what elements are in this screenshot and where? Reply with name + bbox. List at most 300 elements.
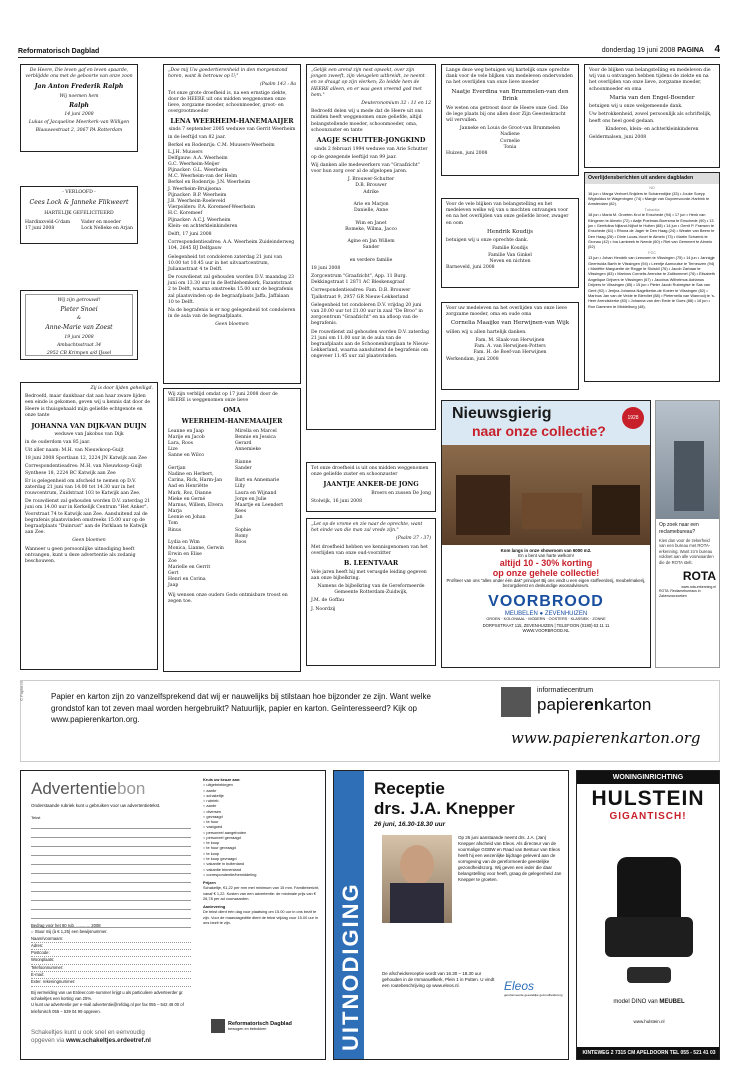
baby-name: Jan Anton Frederik Ralph — [34, 83, 124, 91]
obit2-text-3: De rouwdienst zal gehouden worden D.V. maandag 23 juni om 13.30 uur in de Bethlehemkerk, Fazantstraat 2 te Delft, waarna omstreeks 15.00 uur de begrafenis zal plaatsvinden op de begraafplaats Jaffa, Jaffalaan 10 te Delft. — [168, 275, 295, 305]
obit-text-1: Bedroefd, maar dankbaar dat aan haar zware lijden een einde is gekomen, geven wij u kennis dat door de Heere is thuisgehaald mijn geliefde echtgenote en onze tante — [25, 394, 151, 418]
obit-text-4: De rouwdienst zal gehouden worden D.V. zaterdag 21 juni om 14.00 uur in Kerkelijk Centrum "Het Anker", Voorstraat 74 te Katwijk aan Zee. Aansluitend zal de begrafenis plaatsvinden omstreeks 15.00 uur op de begraafplaats "Duinrust" aan de Parklaan te Katwijk aan Zee. — [25, 499, 151, 536]
voorbrood-headline — [442, 401, 650, 445]
t1-place: Huizen, juni 2008 — [446, 150, 488, 156]
rubriek-option[interactable]: ○ diversen — [203, 808, 222, 814]
obit4-place: Stolwijk, 16 juni 2008 — [311, 499, 363, 505]
family-member: J. Weerheim-Bruijsema — [168, 186, 222, 192]
family-member: Neven en nichten — [489, 258, 531, 264]
bon-fields[interactable] — [31, 936, 191, 987]
rubriek-option[interactable]: ○ te huur — [203, 819, 219, 825]
chair-footrest — [627, 967, 671, 983]
rd-logo — [211, 1019, 292, 1033]
obit2-flowers: Geen bloemen — [215, 322, 249, 328]
rubriek-option[interactable]: ○ schakeltje — [203, 792, 224, 798]
engaged-names: Cees Lock & Janneke Flikweert — [29, 199, 129, 207]
rubriek-option[interactable]: ○ te koop — [203, 840, 220, 846]
grandchild-name: Jan — [235, 515, 243, 521]
oma-family-left — [168, 429, 229, 590]
family-member: L.J.H. Muusers — [168, 149, 203, 155]
bon-text-label: Tekst — [31, 815, 41, 820]
deaths-other-papers — [584, 172, 720, 382]
parents: Lukas of Jacqueline Meerkerk-van Willigen — [28, 120, 130, 126]
voorbrood-discount: altijd 10 - 30% korting — [499, 558, 593, 568]
hulstein-model: model DINO van MEUBEL — [613, 999, 685, 1005]
family-member: Berkel en Rodenrijs: C.M. Muusers-Weerheim — [168, 143, 275, 149]
grandchild-name: Monica, Lianne, Gerwin — [168, 546, 224, 552]
knepper-face — [400, 845, 434, 885]
obit5-text-1: Met droefheid hebben we kennisgenomen van het overlijden van onze oud-voorzitter — [311, 544, 428, 556]
t3-text-1: Voor uw medeleven na het overlijden van onze lieve zorgzame moeder, oma en oude oma — [446, 306, 567, 318]
obit-corr: Correspondentieadres: M.H. van Nieuwkoop-Guijt Synthese 18, 2224 BC Katwijk aan Zee — [25, 464, 143, 476]
knepper-side-text: UITNODIGING — [338, 882, 363, 1051]
hulstein-web: www.hulstein.nl — [633, 1019, 665, 1024]
voorbrood-brand-sub-2: ZEVENHUIZEN — [544, 611, 588, 617]
grandchild-name: Lilly — [235, 484, 246, 490]
family-member: M.C. Weerheim-van der Helm — [168, 174, 238, 180]
knepper-text-1: Op 26 juni aanstaande neemt drs. J.A. (Jan) Knepper afscheid van Eleos. Als directeur van de voormalige GGBW en Raad van Bestuur van Eleos heeft hij een wezenlijke bijdrage geleverd aan de vormgeving van de gereformeerde geestelijke gezondheidszorg. Wij geven een ieder die daar belangstelling voor heeft, graag de gelegenheid Jan Knepper te groeten. — [458, 835, 562, 883]
rubrieken-title: Kruis uw keuze aan: — [203, 777, 241, 782]
obit5-ref: (Psalm 37 : 37) — [395, 536, 431, 542]
deadline-title: Aanlevering — [203, 904, 226, 910]
grandchild-name: Tom — [168, 521, 178, 527]
obit2-text-1: Tot onze grote droefheid is, na een ernstige ziekte, door de HEERE uit ons midden weggenomen onze lieve, zorgzame moeder, schoonmoeder, groot- en overgrootmoeder — [168, 90, 287, 115]
grandchild-name: Gerard — [235, 441, 252, 447]
header-date: donderdag 19 juni 2008 PAGINA — [601, 47, 704, 54]
bon-footer-web[interactable]: www.schakeltjes.erdeetref.nl — [66, 1037, 151, 1045]
rubriek-option[interactable]: ○ aanbr — [203, 787, 217, 793]
voorbrood-address: DORPSSTRAAT 115, ZEVENHUIZEN | TELEFOON (0180) 63 11 11 — [482, 623, 610, 628]
papier-logo-icon — [501, 687, 531, 717]
grandchild-name: Roos — [235, 540, 247, 546]
rota-logo: ROTA — [682, 569, 716, 584]
knepper-text-2: De afscheidsreceptie wordt van 16.30 – 18.30 uur gehouden in de Immanuëlkerk, Plein 1 in Putten. U vindt een routebeschrijving op www.eleos.nl. — [382, 971, 495, 989]
obit5-text-3: Namens de bijbelkring van de Gereformeerde Gemeente Rotterdam-Zuidwijk, — [317, 583, 425, 596]
papier-side: © Papier.nl — [19, 681, 24, 701]
t1-name: Naatje Everdina van Brummelen-van den Brink — [451, 88, 569, 103]
family-member: Adrike — [363, 189, 379, 195]
family-member: Klein- en achterkleinkinderen — [168, 223, 238, 229]
grandchild-name: Nadine en Herbert, — [168, 471, 214, 477]
voorbrood-welcome: En u bent van harte welkom! — [518, 553, 574, 558]
family-member: Cornelie — [500, 138, 520, 144]
t3-text-2: willen wij u allen hartelijk danken. — [446, 329, 527, 335]
obit2-quote: „Doe mij Uw goedertierenheid in den morgenstond horen, want ik betrouw op U;" — [168, 68, 288, 80]
bon-form-field[interactable]: Woonplaats: — [31, 957, 191, 964]
voorbrood-brand: VOORBROOD — [488, 593, 604, 610]
rd-logo-icon — [211, 1019, 225, 1033]
obit2-corr: Correspondentieadres: A.A. Weerheim Zuideinderweg 104, 2645 BJ Delfgauw — [168, 240, 295, 252]
called-text: Wij noemen hem — [59, 93, 99, 99]
family-member: Pijnacker: A.C.J. Weerheim — [168, 217, 231, 223]
deaths-s2-text: 18 jun • Maria M. Groeten-Kroi te Enschede (94) • 17 jun • Henk van Klingeren te Almelo (72) • Aatje Poelman-Boersma te Enschede (90) • 13 jun • Gerritdina Nijland-Nijhof te Holten (88) • 14 jun • Gerrit P. Fransen te Enschede (61) • Rhona de Jager te Den Haag (24) • Weater van Beem te Den Haag (26) • Dinie Lucas-Voort te Almelo (73) • Martin Scharink te Gronau (42) • Ina Lambeek te Neede (60) • Riet van Gemmert te Almelo (52) — [588, 212, 715, 250]
thanks-van-herwijnen — [441, 302, 579, 390]
bon-footer-2: opgeven via — [31, 1037, 65, 1045]
obit2-age: in de leeftijd van 82 jaar. — [168, 135, 226, 141]
rota-footer: ROTA: Reclamebureaus in Zakenvoorzoeken — [659, 589, 701, 598]
bon-form-field[interactable]: Telefoonnummer: — [31, 965, 191, 972]
oma-text-2: Wij wensen onze ouders Gods ontmisbare troost en zegen toe. — [168, 592, 288, 604]
bon-footer-1: Schakeltjes kunt u ook snel en eenvoudig — [31, 1029, 145, 1036]
t1-family — [446, 126, 574, 151]
t4-text-1: Voor de blijken van belangstelling en medeleven die wij van u ontvangen hebben tijdens de ziekte en na het overlijden van onze lieve, zorgzame moeder, schoonmoeder en oma — [589, 68, 711, 92]
grandchild-name: Aad en Henriëtte — [168, 484, 209, 490]
family-member: Wim en Janet — [355, 220, 387, 226]
engaged-title: - VERLOOFD - — [62, 190, 96, 195]
voorbrood-showroom: Kom langs in onze showroom van 6000 m2. — [500, 548, 592, 553]
bon-title: Advertentiebon — [31, 779, 146, 798]
rd-logo-sub: bewogen en betrokken — [228, 1027, 267, 1031]
bon-form-field[interactable]: Adres: — [31, 943, 191, 950]
grandchild-name: Sander — [235, 465, 252, 471]
oma-name: WEERHEIM-HANEMAAIJER — [181, 417, 283, 426]
family-member: J. Brouwer-Schutter — [347, 177, 395, 183]
obit3-date: 18 juni 2008 — [311, 265, 341, 271]
rubriek-option[interactable]: ○ uitgebriekingen — [203, 782, 233, 788]
page-number: 4 — [714, 44, 720, 55]
obit5-quote: „Let op de vrome en zie naar de oprechte, want het einde van die man zal vrede zijn." — [311, 522, 423, 534]
engaged-family: Vader en moeder Lock Nelleke en Arjan — [81, 219, 133, 231]
obit-text-5: Wanneer u geen persoonlijke uitnodiging heeft ontvangen, kunt u deze advertentie als zodanig beschouwen. — [25, 546, 136, 564]
obit-flowers: Geen bloemen — [72, 538, 106, 544]
bon-form-field[interactable]: Exter. rekeningnummer: — [31, 979, 191, 986]
deceased-name: JOHANNA VAN DIJK-VAN DUIJN — [31, 421, 147, 430]
obit5-sig-2: J. Noordzij — [311, 606, 336, 612]
obit2-text-2: Gelegenheid tot condoleren zaterdag 21 juni van 10.00 tot 10.45 uur in het uitvaartcentrum, Julianastraat 4 te Delft. — [168, 254, 283, 272]
grandchild-name: Jorge en Julie — [235, 496, 267, 502]
thanks-koudijs — [441, 198, 579, 288]
obituary-van-dijk — [20, 382, 158, 670]
rubriek-option[interactable]: ○ te huur gevraagd — [203, 845, 236, 851]
table-photo — [522, 493, 582, 529]
rd-logo-text: Reformatorisch Dagblad — [228, 1021, 292, 1027]
family-member: Familie Van Ginkel — [488, 252, 532, 258]
obit2-family — [168, 143, 296, 230]
married-addr-2: 2952 CB Krimpen a/d IJssel — [46, 350, 112, 356]
family-member: Familie Koudijs — [492, 246, 528, 252]
voorbrood-ad — [441, 400, 651, 668]
papierenkarton-ad — [20, 680, 720, 762]
prices-text: Schakeltje, €1,22 per mm met minimum van 15 mm. Familiebericht, vanaf € 1,22. Kosten van een advertentie: de minimale prijs van € 26,78 per ad voorwaarden. — [203, 885, 320, 901]
family-member: Tonia — [503, 144, 517, 150]
married-date: 19 juni 2008 — [64, 334, 94, 340]
grandchild-name: Marnus, Willem, Elvera — [168, 502, 223, 508]
obit3-ref: Deuteronomium 32 : 11 en 12 — [361, 100, 431, 106]
grandchild-name: Sophie — [235, 527, 251, 533]
bon-form-field[interactable]: Postcode: — [31, 950, 191, 957]
obit3-corr: Correspondentieadres: Fam. D.B. Brouwer Tjalkstraat 9, 2957 GR Nieuw-Lekkerland — [311, 288, 411, 300]
deaths-title: Overlijdensberichten uit andere dagbladen — [585, 173, 719, 184]
rubriek-option[interactable]: ○ personeel gevraagd — [203, 834, 241, 840]
deaths-s1-text: 16 jun • Marga Verhoef-Snijders te Scharendijke (33) • Jouke Soeyp Wigboldus te Wageningen (74) • Margje van Duyvenvoorde-Harbink te Amsterdam (82). — [588, 190, 710, 207]
obit3-name: AAGJE SCHUTTER-JONGKIND — [316, 135, 426, 144]
voorbrood-web: WWW.VOORBROOD.NL — [522, 628, 570, 633]
obit3-text-1: Bedroefd delen wij u mede dat de Heere uit ons midden heeft weggenomen onze geliefde, altijd belangstellende moeder, schoonmoeder, oma, schoonzuster en tante — [311, 109, 423, 133]
grandchild-name: Marielle en Gerrit — [168, 564, 211, 570]
engaged-place: Hardinxveld-G'dam 17 juni 2008 — [25, 219, 71, 231]
rubriek-option[interactable]: ○ vakantie binnenland — [203, 866, 242, 872]
advertentiebon — [20, 770, 326, 1060]
voorbrood-badge: 1928 — [622, 407, 644, 429]
obit-text-3: Er is gelegenheid om afscheid te nemen op D.V. zaterdag 21 juni van 14.00 tot 14.30 uur in het rouwcentrum, Zuidstraat 103 te Katwijk aan Zee. — [25, 478, 141, 497]
rubriek-option[interactable]: ○ te koop — [203, 850, 220, 856]
family-member: Fam. M. Slaak-van Herwijnen — [475, 338, 545, 344]
room-photo — [442, 445, 650, 545]
knepper-date: 26 juni, 16.30-18.30 uur — [374, 821, 446, 828]
grandchild-name: Lize — [168, 447, 178, 453]
t3-family — [446, 338, 574, 357]
deceased-sub: weduwe van Jakobus van Dijk — [54, 431, 124, 437]
t4-text-2: betuigen wij u onze welgemeende dank. — [589, 104, 683, 110]
eleos-logo-text: Eleos — [504, 979, 535, 993]
family-member: Sander — [362, 245, 380, 251]
cabinet-photo — [456, 475, 510, 535]
t2-name: Hendrik Koudijs — [487, 228, 533, 235]
knepper-suit — [390, 883, 444, 923]
knepper-side-bar — [334, 771, 364, 1060]
papier-logo-top: informatiecentrum — [537, 687, 594, 694]
obit3-sub: sinds 2 februari 1994 weduwe van Arie Schutter — [314, 146, 428, 152]
rubriek-option[interactable]: ○ aanbr — [203, 803, 217, 809]
rota-photo — [656, 401, 719, 519]
rubrieken-list[interactable] — [203, 782, 321, 877]
rubriek-option[interactable]: ○ personeel aangeboden — [203, 829, 247, 835]
grandchild-name: Carina, Rick, Harm-Jan — [168, 478, 223, 484]
birth-quote: De Heere, Die leven gaf en leven spaarde, verblijdde ons met de geboorte van onze zoon — [25, 68, 133, 80]
grandchild-name: Kees — [235, 509, 247, 515]
bon-text-lines[interactable] — [31, 815, 191, 928]
grandchild-name: Mirella en Marcel — [235, 428, 277, 434]
family-member: Fam. A. van Herwijnen-Potters — [474, 344, 546, 350]
hulstein-slogan: GIGANTISCH! — [609, 811, 687, 822]
obit4-text-1: Tot onze droefheid is uit ons midden weggenomen onze geliefde zuster en schoonzuster — [311, 466, 429, 478]
t3-name: Cornelia Maaijke van Herwijnen-van Wijk — [450, 320, 570, 327]
grandchild-name: Laura en Wijnand — [235, 490, 277, 496]
birth-date: 14 juni 2008 — [64, 112, 94, 118]
obit3-text-3: Gelegenheid tot condoleren D.V. vrijdag 20 juni van 20.00 uur tot 21.00 uur in zaal "De Broo" in zorgcentrum "Graafzicht" en na afloop van de begrafenis. — [311, 302, 423, 327]
obit5-text-2: Vele jaren heeft hij met verusgde leiding gegeven aan onze bijbelkring. — [311, 569, 427, 581]
deaths-s1: ND — [649, 185, 655, 191]
bon-intro: Onderstaande rubriek kunt u gebruiken voor uw advertentietekst. — [31, 803, 161, 808]
obit3-addr: Zorgcentrum "Graafzicht", App. 11 Burg. Dekkingstraat 1 2871 AC Bleskensgraaf — [311, 274, 407, 286]
paper-name: Reformatorisch Dagblad — [18, 48, 100, 55]
grandchild-name: Lara, Roos — [168, 441, 193, 447]
family-member: Pijnacker: B.P. Weerheim — [168, 192, 227, 198]
grandchild-name: Rianne — [235, 459, 252, 465]
oma-announcement — [163, 388, 301, 672]
bon-form-field[interactable]: Naam/voornaam: — [31, 936, 191, 943]
family-member: Delfgauw: A.A. Weerheim — [168, 155, 228, 161]
family-member: en verdere familie — [349, 257, 393, 263]
hulstein-address: KINTEWEG 2 7315 CM APELDOORN TEL 055 - 521 41 03 — [577, 1047, 720, 1059]
voorbrood-brand-sub: MEUBELEN — [504, 611, 538, 617]
knepper-photo — [382, 835, 452, 923]
obituary-leentvaar — [306, 518, 436, 666]
papier-text: Papier en karton zijn zo vanzelfsprekend dat wij er nauwelijks bij stilstaan hoe bijzonder ze zijn. Want welke grondstof kan tot zeven maal worden hergebruikt? Natuurlijk, papier en karton. Geïnteresseerd? Kijk op www.papierenkarton.org. — [51, 692, 431, 725]
obituary-schutter — [306, 64, 436, 430]
obit2-ref: (Psalm 143 : 8a — [259, 82, 296, 88]
obit2-text-4: Na de begrafenis is er nog gelegenheid tot condoleren in de aula van de begraafplaats. — [168, 308, 296, 320]
t2-text-1: Voor de vele blijken van belangstelling en het medeleven welke wij van u mochten ontvangen voor en na het overlijden van onze geliefde broer, zwager en oom — [446, 202, 569, 226]
voorbrood-note: Profiteer van ons "alles onder één dak" principe! Bij ons vindt u een eigen stoffeerderij, meubelmakerij, bezorgdienst en deskundige woonadviseurs. — [446, 578, 646, 588]
rubriek-option[interactable]: ○ te koop gevraagd — [203, 855, 237, 861]
wedding-announcement — [20, 290, 138, 360]
family-member: Pijnacker: G.L. Weerheim — [168, 168, 228, 174]
deaths-s2: Tubantia — [644, 206, 660, 212]
obit3-text-2: Wij danken alle medewerkers van "Graafzicht" voor hun zorg over al de afgelopen jaren. — [311, 162, 420, 175]
obit4-name: JAANTJE ANKER-DE JONG — [323, 480, 419, 489]
papier-web: www.papierenkarton.org — [511, 729, 701, 747]
family-member: H.C. Koremeef — [168, 211, 203, 217]
grandchild-name: Mark, Roz, Dianne — [168, 490, 212, 496]
grandchild-name: Zoe — [168, 558, 177, 564]
family-member: Romeke, Wilma, Jacco — [345, 226, 397, 232]
rota-web: www.rota-erkenning.nl — [681, 584, 716, 589]
page-header — [18, 46, 720, 58]
grandchild-name: Leanne en Jaap — [168, 428, 205, 434]
family-member: Nadiene — [500, 132, 520, 138]
birth-address: Blaauwestraat 2, 3067 PA Rotterdam — [35, 128, 123, 134]
family-member: D.B. Brouwer — [355, 183, 387, 189]
grandchild-name: Leonie en Johan — [168, 515, 206, 521]
family-member: Vierpolders: P.A. Koremeef-Weerheim — [168, 205, 255, 211]
obituary-anker — [306, 462, 436, 512]
birth-announcement — [20, 64, 138, 152]
t2-family — [446, 246, 574, 265]
knepper-ad — [333, 770, 569, 1060]
rubriek-option[interactable]: ○ vastgoed — [203, 824, 223, 830]
obit5-sig-1: J.M. de Goffau — [311, 598, 345, 604]
obit-intro: Zij is door lijden geheiligd. — [90, 386, 153, 391]
rota-figure — [674, 441, 704, 511]
married-addr-1: Ambachtsstraat 34 — [56, 342, 102, 348]
deadline-text: De tekst dient één dag voor plaatsing om 15.00 uur in ons bezit te zijn. Voor de maandageditie dient de tekst vrijdag voor 15.00 uur in ons bezit te zijn. — [203, 909, 319, 925]
grandchild-name: Rinus — [168, 527, 182, 533]
obituary-weerheim — [163, 64, 301, 384]
grandchild-name: Bart en Annemarie — [235, 478, 280, 484]
married-name-2: Anne-Marie van Zoest — [45, 324, 113, 332]
family-member: Janneke en Louis de Groot-van Brummelen — [459, 126, 561, 132]
deaths-s3-text: 13 jun • Johan Hendrik van Leeuwen te Vlissingen (75) • 14 jun • Jannigje Geertruida Barth te Vlissingen (94) • Leentje Aarnoutse te Terneuzen (94) • Mariëtte Marguerite de Regge te Sluiskil (76) • Jacob Zarbaar te Vlissingen (83) • Marinus Cornelis Arendse te Zaltbommel (76) • Elisabeth Angelique Drijvers te Vlissingen (67) • Jacobus Wilhelmus Adrianus Drijvers te Vlissingen (85) • 15 jun • Pieter Jacob Rubregtse te Sas van Gent (92) • Jerijna Johanna Nagelkerke-de Koeier te Vlissingen (82) • Marinus Jan van de Velde te Biervliet (88) • Pieternella van Wanrooij te 's-Heer Arendskerke (83) • Johanna van den Eede te Goes (88) • 18 jun • Ron Dammen te Middelburg (48). — [588, 255, 716, 309]
bon-price: Bedrag voor het 60 rub. ............ 2008 — [31, 923, 101, 928]
obit2-place: Delft, 17 juni 2008 — [168, 231, 212, 237]
family-member: Berkel en Rodenrijs: J.N. Weerheim — [168, 180, 251, 186]
t4-text-3: Uw betrokkenheid, zowel persoonlijk als schriftelijk, heeft ons heel goed gedaan. — [589, 112, 712, 124]
married-name-1: Pieter Snoei — [60, 306, 98, 314]
rubriek-option[interactable]: ○ rubriek: — [203, 798, 220, 804]
family-member: J.B. Weerheim-Roeleveld — [168, 199, 226, 205]
rota-text: Kies dan voor de zekerheid van een bureau met ROTA-erkenning. Want zo'n bureau voldoet aan alle voorwaarden die de ROTA stelt. — [659, 538, 714, 565]
t4-place: Geldermalsen, juni 2008 — [589, 135, 647, 141]
deaths-s3: PZC — [648, 249, 656, 255]
obit3-age: op de gezegende leeftijd van 99 jaar. — [311, 154, 397, 160]
grandchild-name: Gert — [168, 570, 179, 576]
voorbrood-tags: GROEN · KOLONIAAL · MODERN · OOSTERS · KLASSIEK · ZONNE — [486, 617, 606, 621]
grandchild-name: Sanne en Wilco — [168, 453, 205, 459]
voorbrood-h2: naar onze collectie? — [472, 423, 606, 439]
obit5-name: B. LEENTVAAR — [343, 558, 399, 567]
knepper-title-1: Receptie — [374, 779, 445, 798]
rota-title: Op zoek naar een reclamebureau? — [659, 522, 699, 535]
voorbrood-discount-2: op onze gehele collectie! — [492, 568, 600, 578]
grandchild-name: Annemieke — [235, 447, 261, 453]
t4-name: Maria van den Engel-Boender — [609, 94, 695, 101]
thanks-van-brummelen — [441, 64, 579, 176]
grandchild-name: Gertjan — [168, 465, 186, 471]
chair-image — [597, 857, 701, 987]
married-intro: Wij zijn getrouwd! — [57, 298, 101, 303]
family-member: Agine en Jan Willem — [347, 239, 395, 245]
t1-text-1: Lange deze weg betuigen wij hartelijk onze oprechte dank voor de vele blijken van medeleven ondervonden na het overlijden van onze lieve moeder — [446, 68, 573, 86]
voorbrood-logo: VOORBROOD MEUBELEN ● ZEVENHUIZEN GROEN · KOLONIAAL · MODERN · OOSTERS · KLASSIEK · ZONNE DORPSSTRAAT 115, ZEVENHUIZEN | TELEFOON (0180) 63 11 11 WWW.VOORBROOD.NL — [442, 591, 650, 635]
papier-logo-main: papierenkarton — [537, 695, 652, 714]
grandchild-name: Mieke en Gerné — [168, 496, 206, 502]
family-member: Danielle, Anne — [353, 208, 389, 214]
oma-title: OMA — [223, 406, 241, 415]
hulstein-ad — [576, 770, 720, 1060]
t3-place: Werkendam, juni 2008 — [446, 356, 499, 362]
bon-sendto-2: U kunt uw advertentie per e-mail advertentie@refdag.nl per fax 055 – 542 48 00 of telefonisch 055 – 539 04 99 opgeven. — [31, 1002, 184, 1014]
rubriek-option[interactable]: ○ correspondentie/bemiddeling — [203, 871, 257, 877]
bon-form-field[interactable]: E-mail: — [31, 972, 191, 979]
chair-photo — [592, 485, 640, 535]
rubriek-option[interactable]: ○ gevraagd — [203, 813, 223, 819]
t2-text-2: betuigen wij u onze oprechte dank. — [446, 238, 529, 244]
hulstein-top: WONINGINRICHTING — [577, 771, 719, 784]
family-member: Arie en Marjon — [353, 202, 389, 208]
rota-ad — [655, 400, 720, 668]
oma-family-right — [235, 429, 296, 590]
knepper-title-2: drs. J.A. Knepper — [374, 799, 515, 818]
grandchild-name: Henri en Corina — [168, 577, 206, 583]
grandchild-name: Maartje en Leendert — [235, 502, 284, 508]
obit2-name: LENA WEERHEIM-HANEMAAIJER — [170, 117, 294, 126]
hulstein-brand: HULSTEIN — [591, 787, 705, 810]
chair-seat — [605, 917, 693, 957]
eleos-logo-sub: gereformeerde geestelijke gezondheidszorg — [504, 993, 563, 997]
engaged-greeting: HARTELIJK GEFELICITEERD — [44, 210, 114, 216]
obit4-family: Broers en zussen De Jong — [371, 491, 431, 497]
grandchild-name: Jaap — [168, 583, 179, 589]
t4-family: Kinderen, klein- en achterkleinkinderen — [605, 126, 699, 132]
thanks-van-den-engel — [584, 64, 720, 168]
obit-date: 18 juni 2008 Sportlaan 12, 2224 JN Katwijk aan Zee — [25, 456, 147, 462]
grandchild-name: Lydia en Wim — [168, 540, 200, 546]
obit-family: Uit aller naam: M.H. van Nieuwkoop-Guijt — [25, 447, 124, 453]
grandchild-name: Erwin en Elise — [168, 552, 202, 558]
bon-proof-checkbox[interactable]: ○ Stuur mij (à € 1,25) een bewijsnummer. — [31, 929, 108, 935]
obit3-text-4: De rouwdienst zal gehouden worden D.V. zaterdag 21 juni om 11.00 uur in de aula van de begraafplaats aan de Schoonenburglaan te Nieuw-Lekkerland, waarna aansluitend de begrafenis om ongeveer 11.45 uur zal plaatsvinden. — [311, 329, 430, 360]
obit3-quote: „Gelijk een arend zijn nest opwekt, over zijn jongen zweeft, zijn vleugelen uitbreidt, ze neemt en ze draagt op zijn vlerken; Zo leidde hem de HEERE alleen, en er was geen vreemd god met hem." — [311, 68, 425, 98]
grandchild-name: Marja — [168, 509, 182, 515]
rubriek-option[interactable]: ○ vakantie in buitenland — [203, 861, 245, 867]
t1-text-2: We weten ons getroost door de Heere onze God. Die de lege plaats bij ons allen door Zijn Geesteskracht wil vervullen. — [446, 105, 569, 124]
grandchild-name: Romy — [235, 533, 249, 539]
family-member: G.C. Weerheim-Meijer — [168, 161, 220, 167]
engagement-announcement — [20, 186, 138, 244]
bon-sendto: Bij vermelding van uw Erdeer.com-nummer krijgt u als particuliere adverteerder gr. schakeltjes een korting van 25%. — [31, 989, 184, 1001]
obit2-sub: sinds 7 september 2005 weduwe van Gerrit Weerheim — [168, 126, 296, 132]
voorbrood-offer — [442, 545, 650, 591]
married-amp: & — [76, 316, 82, 322]
obit3-family — [311, 177, 431, 264]
family-member: Fam. H. de Boef-van Herwijnen — [473, 350, 547, 356]
voorbrood-h1: Nieuwsgierig — [452, 405, 552, 422]
oma-text-1: Wij zijn verblijd omdat op 17 juni 2008 door de HEERE is weggenomen onze lieve — [168, 392, 278, 404]
grandchild-name: Marije en Jacob — [168, 434, 205, 440]
nick-name: Ralph — [69, 101, 89, 109]
eleos-logo — [504, 979, 564, 997]
